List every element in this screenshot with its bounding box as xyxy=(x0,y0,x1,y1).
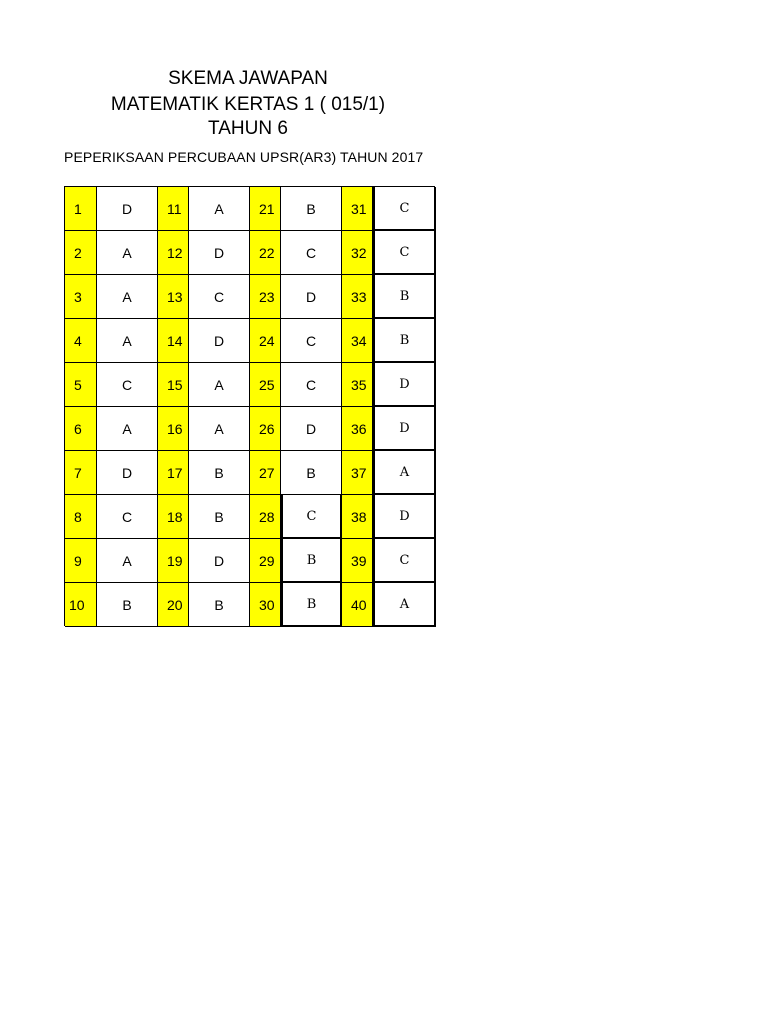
question-number-32: 32 xyxy=(342,231,373,275)
question-number-34: 34 xyxy=(342,319,373,363)
answer-26: D xyxy=(281,407,342,451)
question-number-5: 5 xyxy=(65,363,97,407)
answer-4: A xyxy=(97,319,158,363)
question-number-3: 3 xyxy=(65,275,97,319)
answer-21: B xyxy=(281,187,342,231)
question-number-20: 20 xyxy=(158,583,189,627)
answer-17: B xyxy=(189,451,250,495)
question-number-1: 1 xyxy=(65,187,97,231)
question-number-15: 15 xyxy=(158,363,189,407)
question-number-26: 26 xyxy=(250,407,281,451)
question-number-27: 27 xyxy=(250,451,281,495)
title-year: TAHUN 6 xyxy=(208,118,288,139)
answer-40: A xyxy=(373,583,436,627)
title-skema-jawapan: SKEMA JAWAPAN xyxy=(168,68,328,89)
answer-36: D xyxy=(373,407,436,451)
question-number-13: 13 xyxy=(158,275,189,319)
answer-35: D xyxy=(373,363,436,407)
answer-10: B xyxy=(97,583,158,627)
answer-33: B xyxy=(373,275,436,319)
question-number-9: 9 xyxy=(65,539,97,583)
question-number-4: 4 xyxy=(65,319,97,363)
answer-11: A xyxy=(189,187,250,231)
answer-6: A xyxy=(97,407,158,451)
answer-1: D xyxy=(97,187,158,231)
answer-30: B xyxy=(281,583,342,627)
answer-8: C xyxy=(97,495,158,539)
question-number-18: 18 xyxy=(158,495,189,539)
question-number-16: 16 xyxy=(158,407,189,451)
answer-2: A xyxy=(97,231,158,275)
question-number-2: 2 xyxy=(65,231,97,275)
answer-3: A xyxy=(97,275,158,319)
answer-14: D xyxy=(189,319,250,363)
question-number-8: 8 xyxy=(65,495,97,539)
answer-9: A xyxy=(97,539,158,583)
answer-37: A xyxy=(373,451,436,495)
question-number-29: 29 xyxy=(250,539,281,583)
answer-5: C xyxy=(97,363,158,407)
answer-34: B xyxy=(373,319,436,363)
question-number-6: 6 xyxy=(65,407,97,451)
answer-7: D xyxy=(97,451,158,495)
answer-39: C xyxy=(373,539,436,583)
title-subject: MATEMATIK KERTAS 1 ( 015/1) xyxy=(110,94,386,115)
answer-23: D xyxy=(281,275,342,319)
question-number-11: 11 xyxy=(158,187,189,231)
question-number-36: 36 xyxy=(342,407,373,451)
answer-18: B xyxy=(189,495,250,539)
answer-16: A xyxy=(189,407,250,451)
question-number-14: 14 xyxy=(158,319,189,363)
question-number-23: 23 xyxy=(250,275,281,319)
question-number-24: 24 xyxy=(250,319,281,363)
answer-31: C xyxy=(373,187,436,231)
question-number-38: 38 xyxy=(342,495,373,539)
answer-28: C xyxy=(281,495,342,539)
question-number-7: 7 xyxy=(65,451,97,495)
answer-19: D xyxy=(189,539,250,583)
question-number-28: 28 xyxy=(250,495,281,539)
question-number-37: 37 xyxy=(342,451,373,495)
question-number-31: 31 xyxy=(342,187,373,231)
question-number-19: 19 xyxy=(158,539,189,583)
answer-12: D xyxy=(189,231,250,275)
answer-13: C xyxy=(189,275,250,319)
answer-27: B xyxy=(281,451,342,495)
question-number-25: 25 xyxy=(250,363,281,407)
question-number-17: 17 xyxy=(158,451,189,495)
answer-20: B xyxy=(189,583,250,627)
answer-29: B xyxy=(281,539,342,583)
exam-subtitle: PEPERIKSAAN PERCUBAAN UPSR(AR3) TAHUN 2017 xyxy=(64,149,424,165)
answer-25: C xyxy=(281,363,342,407)
answer-38: D xyxy=(373,495,436,539)
answer-15: A xyxy=(189,363,250,407)
question-number-35: 35 xyxy=(342,363,373,407)
question-number-33: 33 xyxy=(342,275,373,319)
answer-key-table xyxy=(64,186,435,626)
answer-24: C xyxy=(281,319,342,363)
question-number-30: 30 xyxy=(250,583,281,627)
answer-32: C xyxy=(373,231,436,275)
question-number-22: 22 xyxy=(250,231,281,275)
question-number-39: 39 xyxy=(342,539,373,583)
question-number-12: 12 xyxy=(158,231,189,275)
question-number-40: 40 xyxy=(342,583,373,627)
answer-22: C xyxy=(281,231,342,275)
question-number-21: 21 xyxy=(250,187,281,231)
question-number-10: 10 xyxy=(65,583,97,627)
